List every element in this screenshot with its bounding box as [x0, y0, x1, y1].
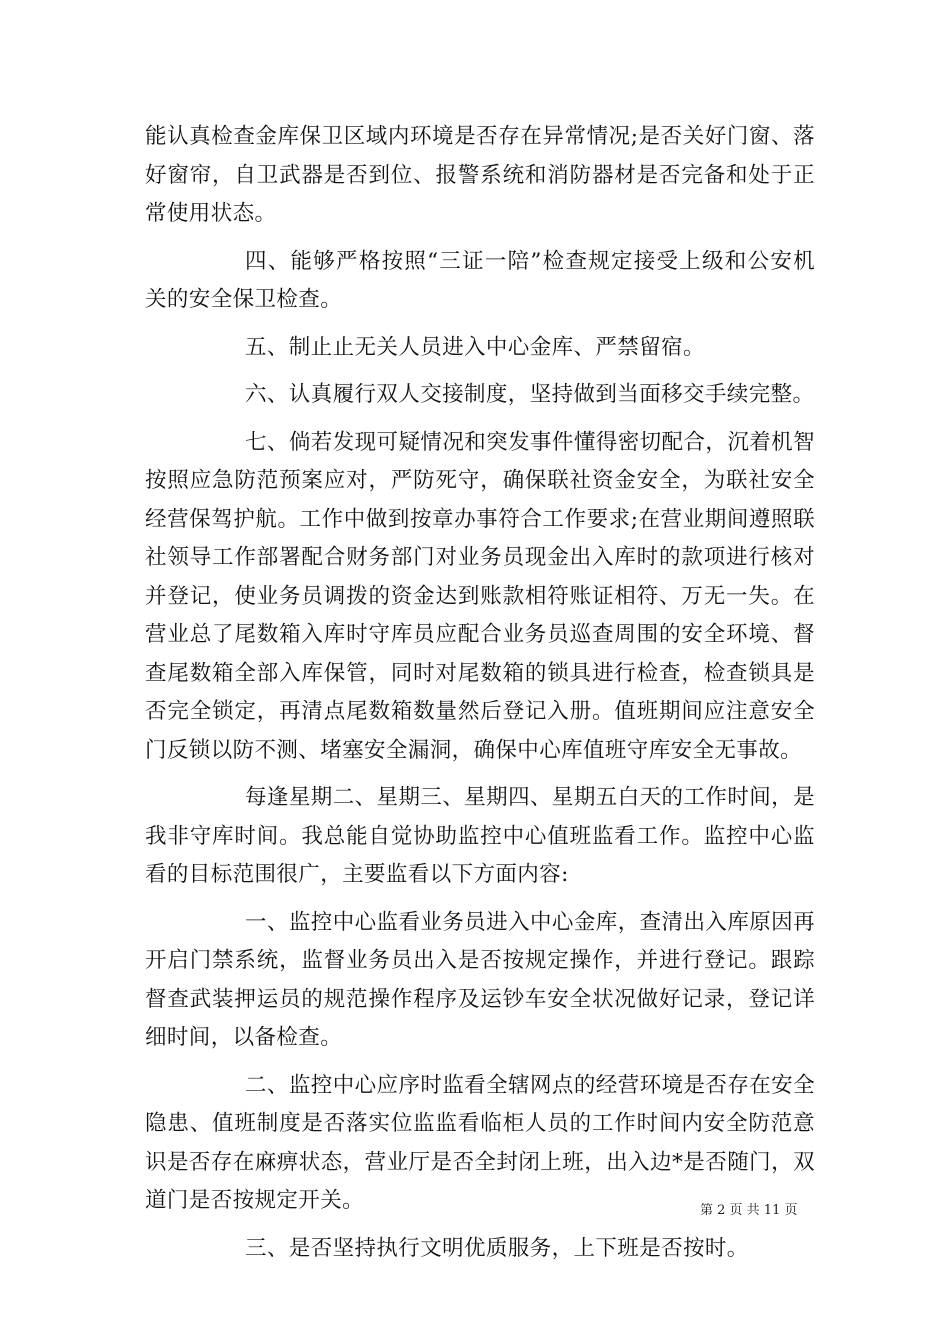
- paragraph-item-four: 四、能够严格按照“三证一陪”检查规定接受上级和公安机关的安全保卫检查。: [145, 248, 815, 312]
- document-body: [145, 118, 815, 1268]
- paragraph-continuation: 能认真检查金库保卫区域内环境是否存在异常情况;是否关好门窗、落好窗帘，自卫武器是否到位、报警系统和消防器材是否完备和处于正常使用状态。: [145, 124, 815, 226]
- paragraph-item-six: 六、认真履行双人交接制度，坚持做到当面移交手续完整。: [245, 382, 815, 407]
- paragraph-monitor-three: 三、是否坚持执行文明优质服务，上下班是否按时。: [245, 1235, 749, 1261]
- paragraph-item-seven: 七、倘若发现可疑情况和突发事件懂得密切配合，沉着机智按照应急防范预案应对，严防死守，确保联社资金安全，为联社安全经营保驾护航。工作中做到按章办事符合工作要求;在营业期间遵照联社领导工作部署配合财务部门对业务员现金出入库时的款项进行核对并登记，使业务员调拨的资金达到账款相符账证相符、万无一失。在营业总了尾数箱入库时守库员应配合业务员巡查周围的安全环境、督查尾数箱全部入库保管，同时对尾数箱的锁具进行检查，检查锁具是否完全锁定，再清点尾数箱数量然后登记入册。值班期间应注意安全门反锁以防不测、堵塞安全漏洞，确保中心库值班守库安全无事故。: [145, 429, 815, 763]
- page-number-footer: 第 2 页 共 11 页: [700, 1203, 798, 1218]
- paragraph-weekday-duty: 每逢星期二、星期三、星期四、星期五白天的工作时间，是我非守库时间。我总能自觉协助监控中心值班监看工作。监控中心监看的目标范围很广，主要监看以下方面内容:: [145, 785, 815, 887]
- paragraph-item-five: 五、制止止无关人员进入中心金库、严禁留宿。: [245, 334, 705, 360]
- paragraph-monitor-two: 二、监控中心应序时监看全辖网点的经营环境是否存在安全隐患、值班制度是否落实位监监看临柜人员的工作时间内安全防范意识是否存在麻痹状态，营业厅是否全封闭上班，出入边*是否随门，双道门是否按规定开关。: [145, 1072, 815, 1213]
- paragraph-monitor-one: 一、监控中心监看业务员进入中心金库，查清出入库原因再开启门禁系统，监督业务员出入是否按规定操作，并进行登记。跟踪督查武装押运员的规范操作程序及运钞车安全状况做好记录，登记详细时间，以备检查。: [145, 909, 815, 1050]
